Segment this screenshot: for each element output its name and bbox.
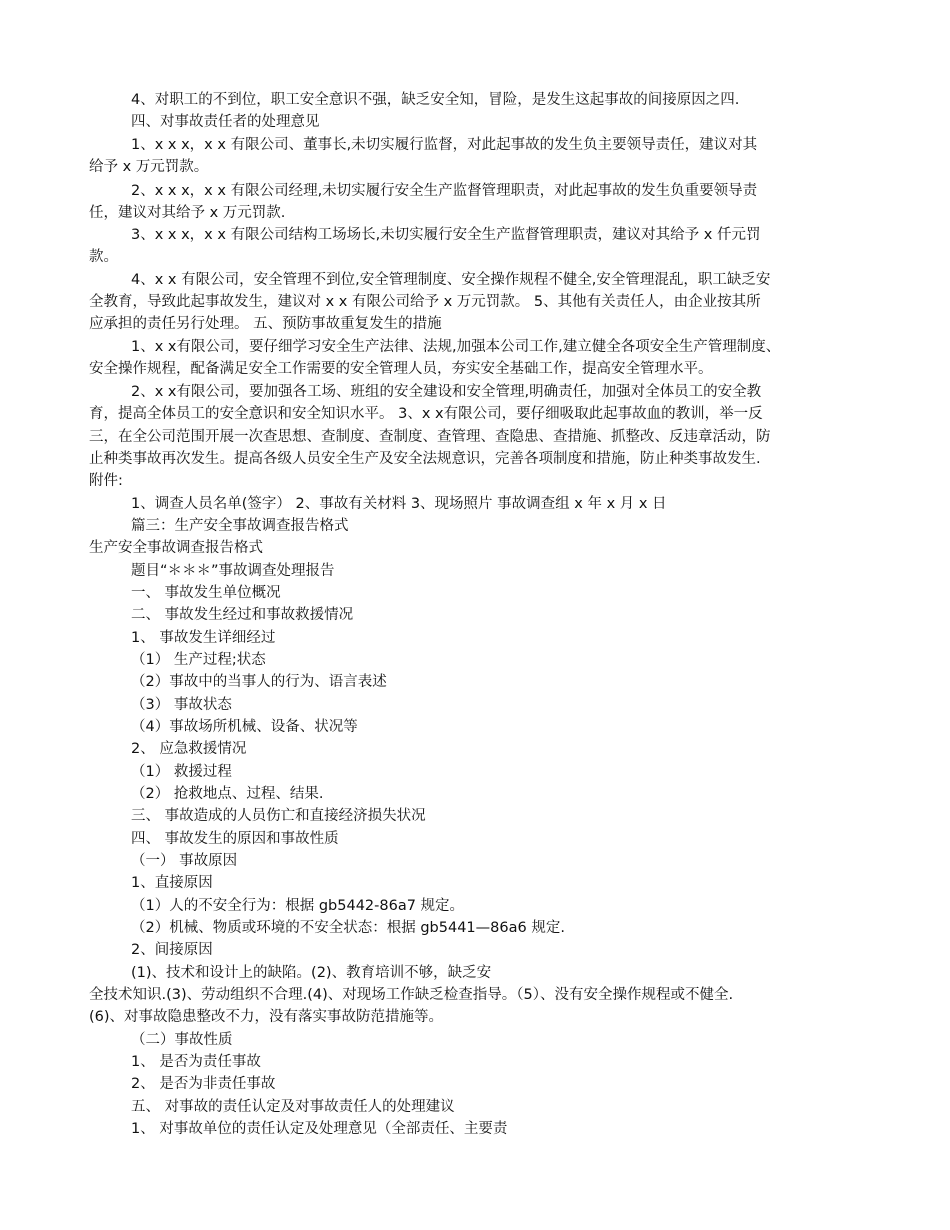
attachment-label: 附件: [89,473,123,489]
outline-item: （4）事故场所机械、设备、状况等 [131,719,358,735]
text-line: 全教育，导致此起事故发生，建议对 x x 有限公司给予 x 万元罚款。 5、其他有关责任人，由企业按其所 [89,294,761,310]
outline-item: （2）事故中的当事人的行为、语言表述 [131,674,387,690]
outline-item: （一） 事故原因 [131,853,238,869]
outline-item: 三、 事故造成的人员伤亡和直接经济损失状况 [131,808,426,824]
outline-item: （1） 救援过程 [131,764,232,780]
section-heading: 四、对事故责任者的处理意见 [131,114,320,130]
attachment-list: 1、调查人员名单(签字） 2、事故有关材料 3、现场照片 事故调查组 x 年 x 月 x 日 [131,496,667,512]
outline-item: 1、直接原因 [131,875,213,891]
text-line: (1)、技术和设计上的缺陷。(2)、教育培训不够，缺乏安 [131,965,492,981]
text-line: 2、x x x，x x 有限公司经理,未切实履行安全生产监督管理职责，对此起事故的发生负重要领导责 [131,183,758,199]
outline-item: 1、 对事故单位的责任认定及处理意见（全部责任、主要责 [131,1121,508,1137]
report-title: 题目“＊＊＊”事故调查处理报告 [131,563,335,579]
document-title: 生产安全事故调查报告格式 [89,540,263,556]
outline-item: 四、 事故发生的原因和事故性质 [131,831,339,847]
text-line: 2、x x有限公司，要加强各工场、班组的安全建设和安全管理,明确责任，加强对全体员工的安全教 [131,384,762,400]
outline-item: （2） 抢救地点、过程、结果. [131,786,324,802]
outline-item: 一、 事故发生单位概况 [131,585,281,601]
text-line: 任，建议对其给予 x 万元罚款. [89,205,286,221]
outline-item: 2、间接原因 [131,942,213,958]
outline-item: 2、 是否为非责任事故 [131,1076,276,1092]
text-line: 止种类事故再次发生。提高各级人员安全生产及安全法规意识，完善各项制度和措施，防止种类事故发生. [89,451,761,467]
text-line: 1、x x有限公司，要仔细学习安全生产法律、法规,加强本公司工作,建立健全各项安全生产管理制度、 [131,339,781,355]
text-line: 安全操作规程，配备满足安全工作需要的安全管理人员，夯实安全基础工作，提高安全管理水平。 [89,361,713,377]
text-line: (6)、对事故隐患整改不力，没有落实事故防范措施等。 [89,1009,444,1025]
outline-item: （3） 事故状态 [131,697,232,713]
text-line: 育，提高全体员工的安全意识和安全知识水平。 3、x x有限公司，要仔细吸取此起事故血的教训，举一反 [89,406,763,422]
text-line: 给予 x 万元罚款。 [89,159,209,175]
text-line: 款。 [89,249,118,265]
outline-item: （2）机械、物质或环境的不安全状态：根据 gb5441—86a6 规定. [131,920,565,936]
outline-item: 五、 对事故的责任认定及对事故责任人的处理建议 [131,1099,455,1115]
outline-item: （1） 生产过程;状态 [131,652,266,668]
outline-item: （二）事故性质 [131,1032,233,1048]
text-line: 应承担的责任另行处理。 五、预防事故重复发生的措施 [89,316,442,332]
text-line: 4、x x 有限公司，安全管理不到位,安全管理制度、安全操作规程不健全,安全管理混乱，职工缺乏安 [131,272,771,288]
outline-item: 2、 应急救援情况 [131,741,247,757]
chapter-heading: 篇三：生产安全事故调查报告格式 [131,518,349,534]
outline-item: 二、 事故发生经过和事故救援情况 [131,607,354,623]
outline-item: 1、 事故发生详细经过 [131,630,276,646]
text-line: 3、x x x，x x 有限公司结构工场场长,未切实履行安全生产监督管理职责，建议对其给予 x 仟元罚 [131,227,761,243]
text-line: 1、x x x，x x 有限公司、董事长,未切实履行监督，对此起事故的发生负主要领导责任，建议对其 [131,137,758,153]
outline-item: （1）人的不安全行为：根据 gb5442-86a7 规定。 [131,898,465,914]
outline-item: 1、 是否为责任事故 [131,1054,261,1070]
text-line: 4、对职工的不到位，职工安全意识不强，缺乏安全知，冒险，是发生这起事故的间接原因之四. [131,92,740,108]
text-line: 全技术知识.(3)、劳动组织不合理.(4)、对现场工作缺乏检查指导。（5）、没有安全操作规程或不健全. [89,987,734,1003]
text-line: 三，在全公司范围开展一次查思想、查制度、查制度、查管理、查隐患、查措施、抓整改、反违章活动，防 [89,429,771,445]
